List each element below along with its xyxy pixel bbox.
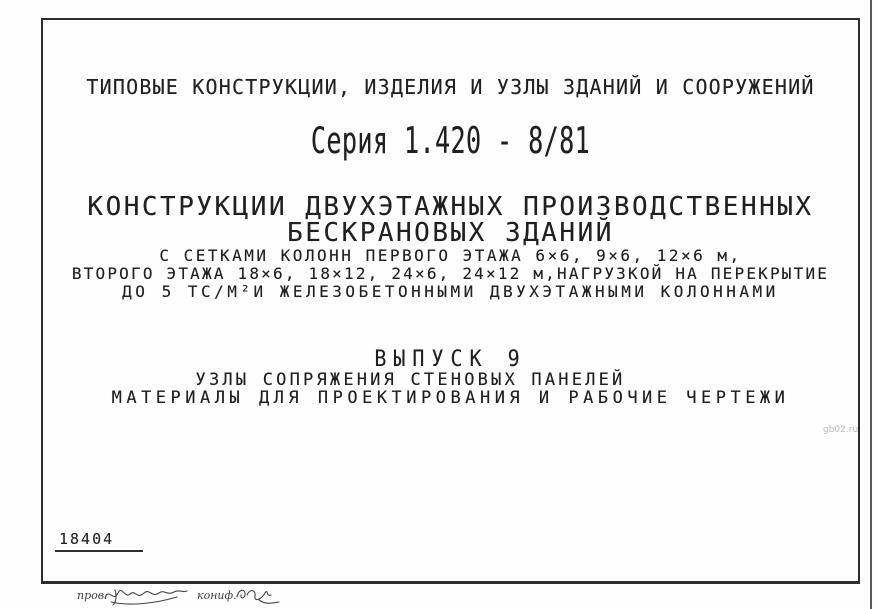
issue-subtitle-2: МАТЕРИАЛЫ ДЛЯ ПРОЕКТИРОВАНИЯ И РАБОЧИЕ ЧЕРТЕЖИ	[111, 388, 790, 408]
checker-signature	[101, 582, 189, 608]
handwritten-checked-label: пров:	[77, 589, 108, 602]
inventory-number	[55, 529, 143, 552]
inventory-number-value: 18404	[59, 530, 115, 548]
main-title-line-1: КОНСТРУКЦИИ ДВУХЭТАЖНЫХ ПРОИЗВОДСТВЕННЫХ	[87, 192, 814, 222]
spec-line-2: ВТОРОГО ЭТАЖА 18×6, 18×12, 24×6, 24×12 м,НАГРУЗКОЙ НА ПЕРЕКРЫТИЕ	[71, 264, 830, 283]
site-watermark: gb02.ru	[823, 425, 859, 435]
spec-line-3: ДО 5 ТС/М²И ЖЕЛЕЗОБЕТОННЫМИ ДВУХЭТАЖНЫМИ КОЛОННАМИ	[122, 282, 779, 301]
main-title-line-2: БЕСКРАНОВЫХ ЗДАНИЙ	[287, 218, 614, 248]
issue-heading: ВЫПУСК 9	[374, 344, 527, 372]
scanned-page-edge-line	[870, 0, 872, 609]
document-classification-line: ТИПОВЫЕ КОНСТРУКЦИИ, ИЗДЕЛИЯ И УЗЛЫ ЗДАНИЙ И СООРУЖЕНИЙ	[86, 75, 815, 99]
handwritten-copied-label: кониф.	[197, 589, 237, 602]
copier-signature	[233, 583, 281, 609]
spec-line-1: С СЕТКАМИ КОЛОНН ПЕРВОГО ЭТАЖА 6×6, 9×6, 12×6 м,	[159, 246, 742, 265]
series-number: Серия 1.420 - 8/81	[310, 119, 591, 163]
issue-subtitle-1: УЗЛЫ СОПРЯЖЕНИЯ СТЕНОВЫХ ПАНЕЛЕЙ	[195, 370, 626, 390]
title-block-content	[41, 0, 860, 609]
